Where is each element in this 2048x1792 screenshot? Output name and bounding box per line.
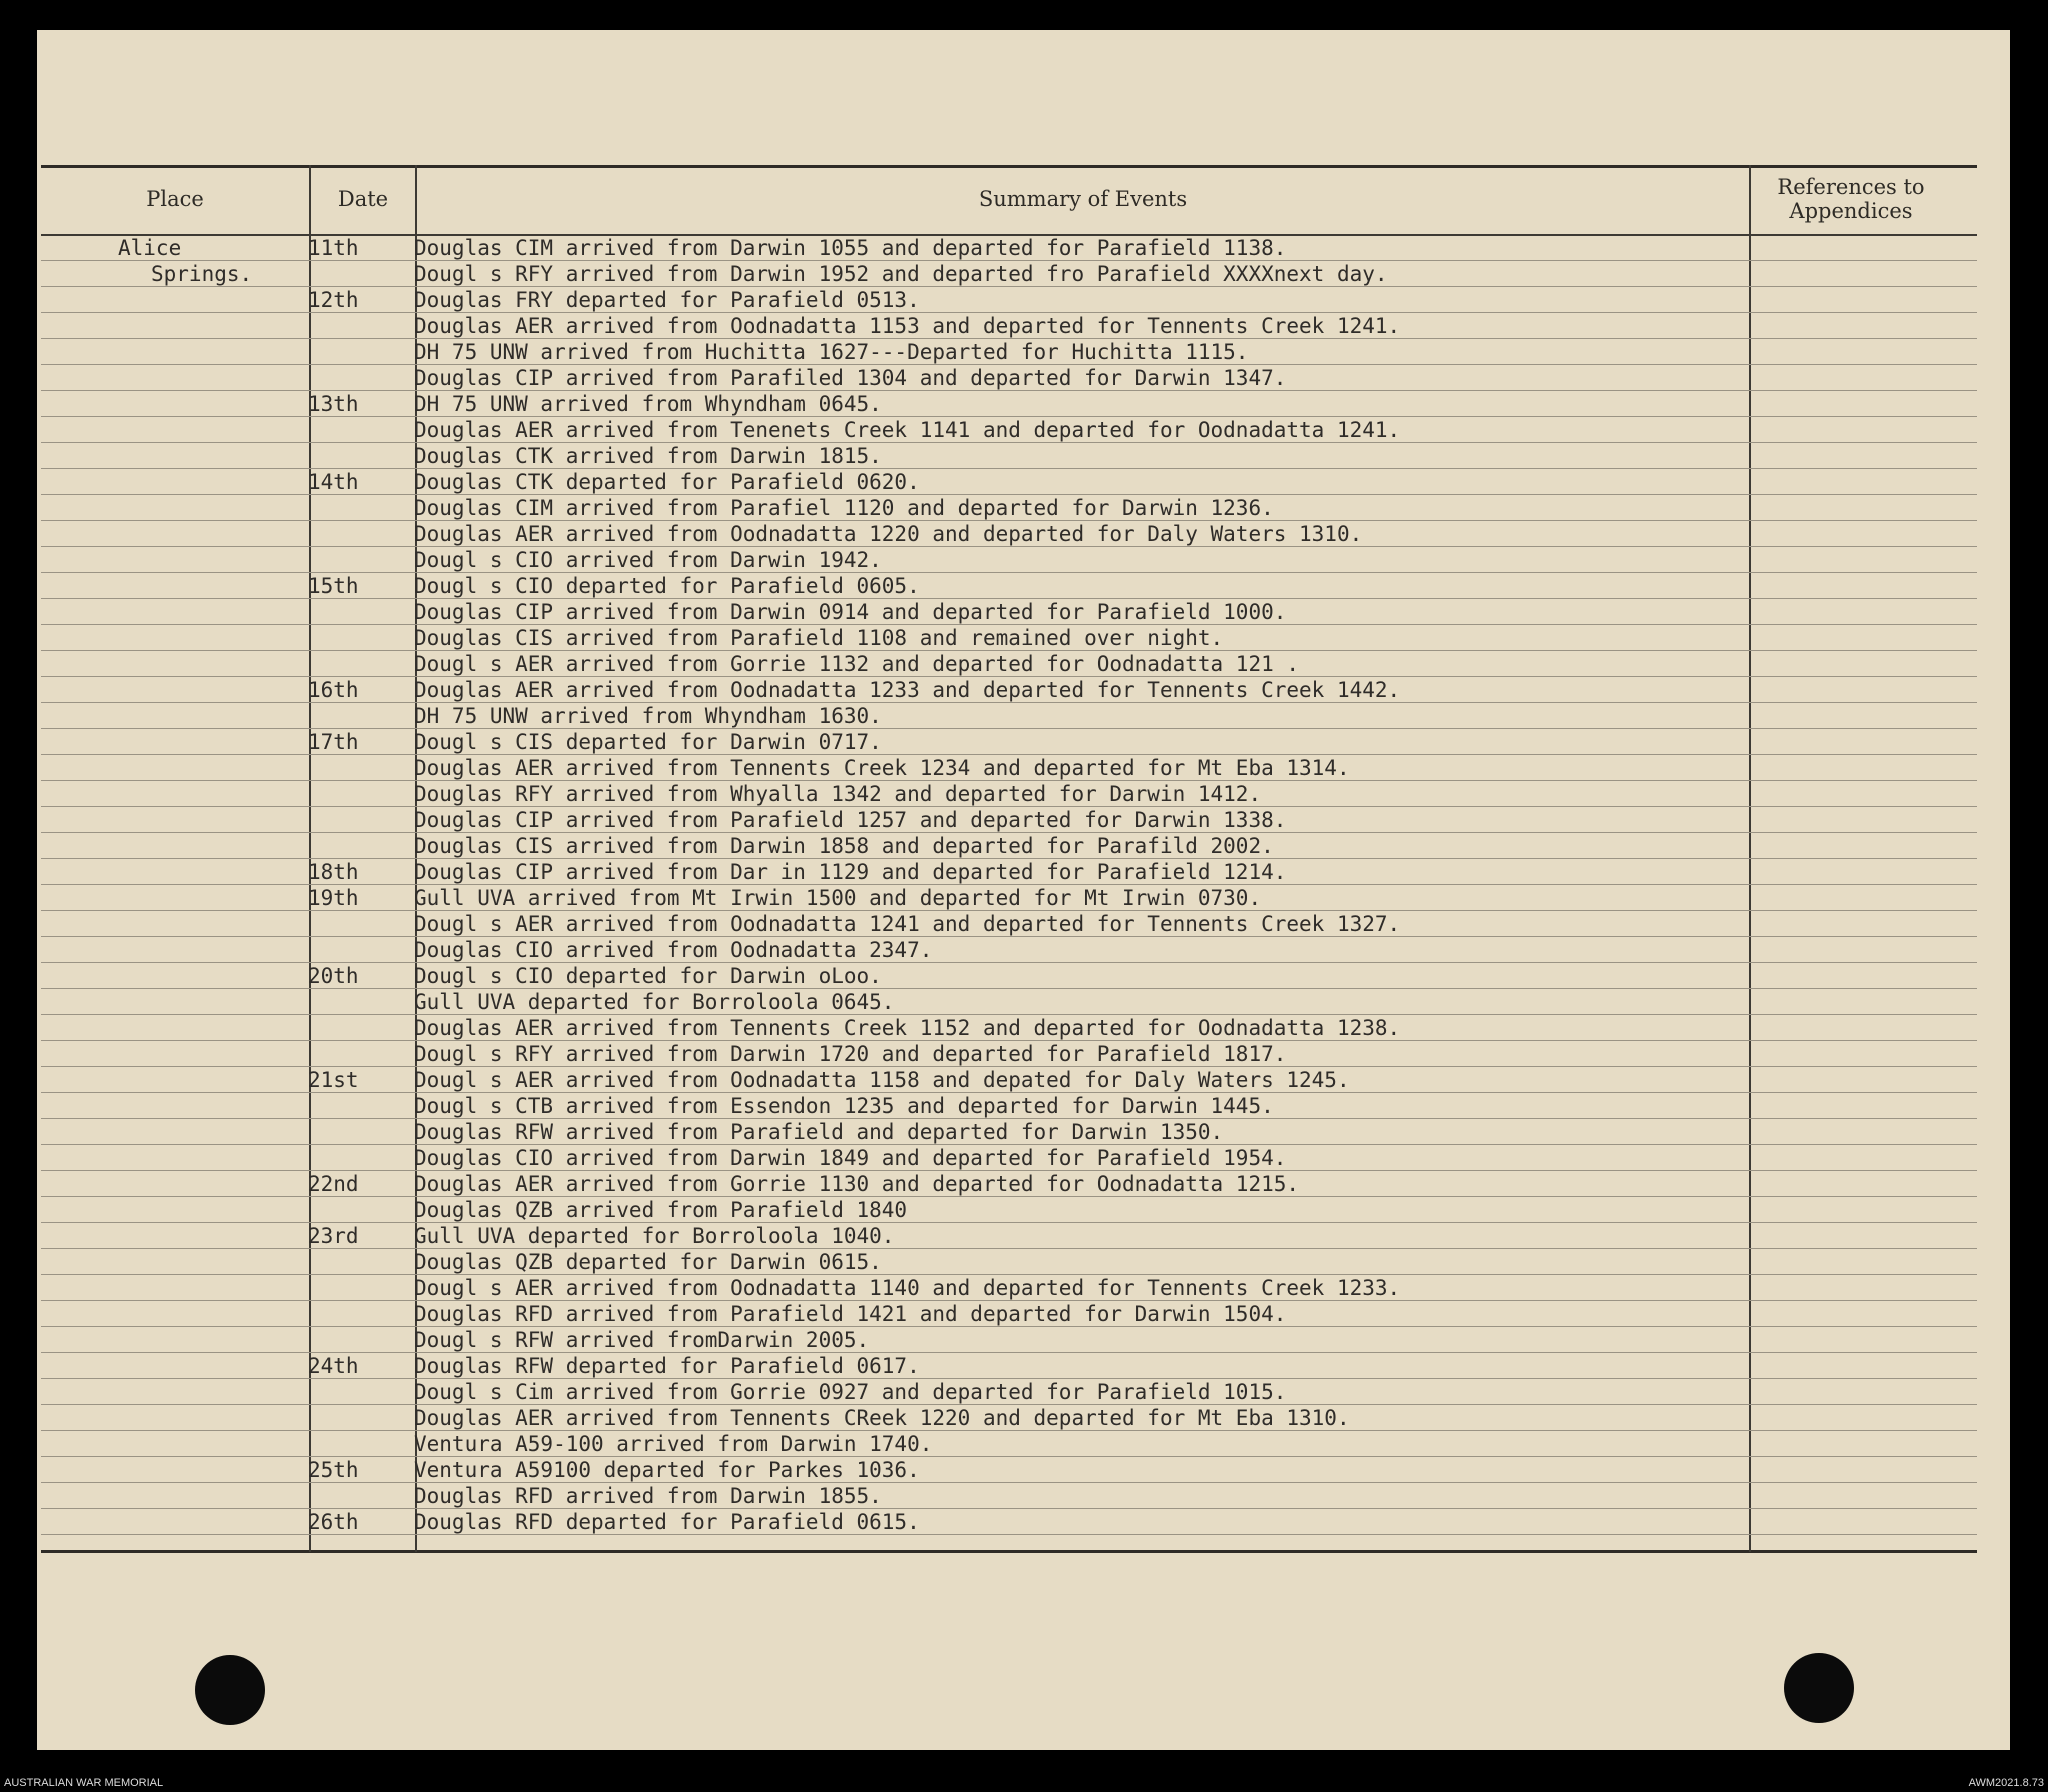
row-event: Douglas AER arrived from Tennents CReek 1220 and departed for Mt Eba 1310. [414,1406,1350,1430]
header-place: Place [146,187,204,211]
row-event: DH 75 UNW arrived from Huchitta 1627---Departed for Huchitta 1115. [414,340,1249,364]
table-row [41,390,1977,416]
table-row [41,1092,1977,1118]
row-event: Douglas AER arrived from Gorrie 1130 and departed for Oodnadatta 1215. [414,1172,1300,1196]
table-row [41,1378,1977,1404]
row-event: Douglas RFD arrived from Darwin 1855. [414,1484,882,1508]
row-event: Douglas QZB arrived from Parafield 1840 [414,1198,908,1222]
row-event: Gull UVA departed for Borroloola 1040. [414,1224,895,1248]
row-event: Douglas CIM arrived from Darwin 1055 and departed for Parafield 1138. [414,236,1287,260]
table-row [41,598,1977,624]
table-row [41,1144,1977,1170]
table-row [41,494,1977,520]
row-date: 22nd [308,1172,359,1196]
table-row [41,1248,1977,1274]
row-date: 20th [308,964,359,988]
table-row [41,1196,1977,1222]
punch-hole-left [195,1655,265,1725]
table-row [41,338,1977,364]
row-event: Douglas CIP arrived from Dar in 1129 and departed for Parafield 1214. [414,860,1287,884]
table-row [41,988,1977,1014]
table-row [41,702,1977,728]
table-row [41,1430,1977,1456]
row-event: Douglas AER arrived from Tennents Creek 1234 and departed for Mt Eba 1314. [414,756,1350,780]
table-row [41,624,1977,650]
row-date: 25th [308,1458,359,1482]
table-row [41,806,1977,832]
row-event: Dougl s CTB arrived from Essendon 1235 and departed for Darwin 1445. [414,1094,1274,1118]
row-event: Douglas CIO arrived from Oodnadatta 2347. [414,938,933,962]
war-diary-table [41,165,1977,1555]
table-row [41,286,1977,312]
row-event: Douglas CIP arrived from Parafield 1257 and departed for Darwin 1338. [414,808,1287,832]
punch-hole-right [1784,1653,1854,1723]
table-row [41,1118,1977,1144]
footer-right-id: AWM2021.8.73 [1968,1777,2044,1789]
row-event: Douglas CIO arrived from Darwin 1849 and departed for Parafield 1954. [414,1146,1287,1170]
row-event: Ventura A59-100 arrived from Darwin 1740. [414,1432,933,1456]
row-event: Douglas CIP arrived from Darwin 0914 and departed for Parafield 1000. [414,600,1287,624]
table-row [41,962,1977,988]
row-event: Douglas RFD arrived from Parafield 1421 and departed for Darwin 1504. [414,1302,1287,1326]
table-row [41,520,1977,546]
table-row [41,364,1977,390]
table-row [41,832,1977,858]
table-row [41,546,1977,572]
row-event: Douglas CIM arrived from Parafiel 1120 and departed for Darwin 1236. [414,496,1274,520]
row-event: Douglas FRY departed for Parafield 0513. [414,288,920,312]
table-row [41,910,1977,936]
row-event: Dougl s CIO arrived from Darwin 1942. [414,548,882,572]
row-event: Douglas RFW departed for Parafield 0617. [414,1354,920,1378]
table-row [41,1482,1977,1508]
row-event: Dougl s AER arrived from Oodnadatta 1241 and departed for Tennents Creek 1327. [414,912,1401,936]
row-date: 14th [308,470,359,494]
table-row [41,884,1977,910]
row-event: Dougl s Cim arrived from Gorrie 0927 and departed for Parafield 1015. [414,1380,1287,1404]
row-event: Dougl s CIO departed for Darwin oLoo. [414,964,882,988]
row-date: 17th [308,730,359,754]
row-date: 13th [308,392,359,416]
table-row [41,468,1977,494]
row-date: 12th [308,288,359,312]
row-date: 19th [308,886,359,910]
table-row [41,780,1977,806]
row-event: Douglas AER arrived from Oodnadatta 1153 and departed for Tennents Creek 1241. [414,314,1401,338]
row-event: Douglas CTK arrived from Darwin 1815. [414,444,882,468]
row-event: Douglas AER arrived from Tenenets Creek 1141 and departed for Oodnadatta 1241. [414,418,1401,442]
table-row [41,676,1977,702]
row-event: DH 75 UNW arrived from Whyndham 1630. [414,704,882,728]
table-row [41,728,1977,754]
row-event: Dougl s AER arrived from Oodnadatta 1158 and depated for Daly Waters 1245. [414,1068,1350,1092]
row-event: Douglas QZB departed for Darwin 0615. [414,1250,882,1274]
place-line-2: Springs. [151,262,253,286]
row-date: 15th [308,574,359,598]
table-row [41,650,1977,676]
row-date: 21st [308,1068,359,1092]
row-event: Douglas CTK departed for Parafield 0620. [414,470,920,494]
row-event: Gull UVA departed for Borroloola 0645. [414,990,895,1014]
table-row [41,1170,1977,1196]
table-row [41,572,1977,598]
row-event: Douglas RFY arrived from Whyalla 1342 and departed for Darwin 1412. [414,782,1262,806]
header-references: References to Appendices [1777,175,1925,223]
table-row [41,1456,1977,1482]
row-event: Ventura A59100 departed for Parkes 1036. [414,1458,920,1482]
row-event: Douglas AER arrived from Oodnadatta 1220 and departed for Daly Waters 1310. [414,522,1363,546]
table-row [41,312,1977,338]
row-event: Douglas CIP arrived from Parafiled 1304 and departed for Darwin 1347. [414,366,1287,390]
table-row [41,416,1977,442]
header-date: Date [337,187,389,211]
table-row [41,754,1977,780]
header-summary: Summary of Events [978,187,1188,211]
top-rule [41,165,1977,168]
row-date: 24th [308,1354,359,1378]
row-event: DH 75 UNW arrived from Whyndham 0645. [414,392,882,416]
table-row [41,1066,1977,1092]
row-date: 16th [308,678,359,702]
table-row [41,442,1977,468]
row-date: 11th [308,236,359,260]
table-row [41,1352,1977,1378]
table-row [41,858,1977,884]
row-date: 23rd [308,1224,359,1248]
row-event: Dougl s RFW arrived fromDarwin 2005. [414,1328,870,1352]
row-event: Dougl s AER arrived from Gorrie 1132 and departed for Oodnadatta 121 . [414,652,1300,676]
row-date: 26th [308,1510,359,1534]
table-row [41,1222,1977,1248]
table-row [41,234,1977,260]
row-event: Gull UVA arrived from Mt Irwin 1500 and departed for Mt Irwin 0730. [414,886,1262,910]
row-event: Dougl s AER arrived from Oodnadatta 1140 and departed for Tennents Creek 1233. [414,1276,1401,1300]
row-event: Douglas AER arrived from Tennents Creek 1152 and departed for Oodnadatta 1238. [414,1016,1401,1040]
row-event: Douglas RFD departed for Parafield 0615. [414,1510,920,1534]
table-row [41,1326,1977,1352]
row-event: Dougl s RFY arrived from Darwin 1720 and departed for Parafield 1817. [414,1042,1287,1066]
table-row [41,1014,1977,1040]
row-event: Douglas AER arrived from Oodnadatta 1233 and departed for Tennents Creek 1442. [414,678,1401,702]
row-date: 18th [308,860,359,884]
table-row [41,1508,1977,1534]
row-event: Dougl s RFY arrived from Darwin 1952 and departed fro Parafield XXXXnext day. [414,262,1388,286]
place-line-1: Alice [118,236,182,260]
footer-left-credit: AUSTRALIAN WAR MEMORIAL [4,1777,164,1789]
table-row [41,1274,1977,1300]
bottom-rule [41,1550,1977,1553]
table-row [41,936,1977,962]
row-event: Dougl s CIO departed for Parafield 0605. [414,574,920,598]
row-event: Douglas CIS arrived from Darwin 1858 and departed for Parafild 2002. [414,834,1274,858]
row-event: Douglas RFW arrived from Parafield and departed for Darwin 1350. [414,1120,1224,1144]
table-row [41,260,1977,286]
table-row [41,1300,1977,1326]
table-row [41,1404,1977,1430]
row-event: Dougl s CIS departed for Darwin 0717. [414,730,882,754]
table-row [41,1040,1977,1066]
row-event: Douglas CIS arrived from Parafield 1108 and remained over night. [414,626,1224,650]
